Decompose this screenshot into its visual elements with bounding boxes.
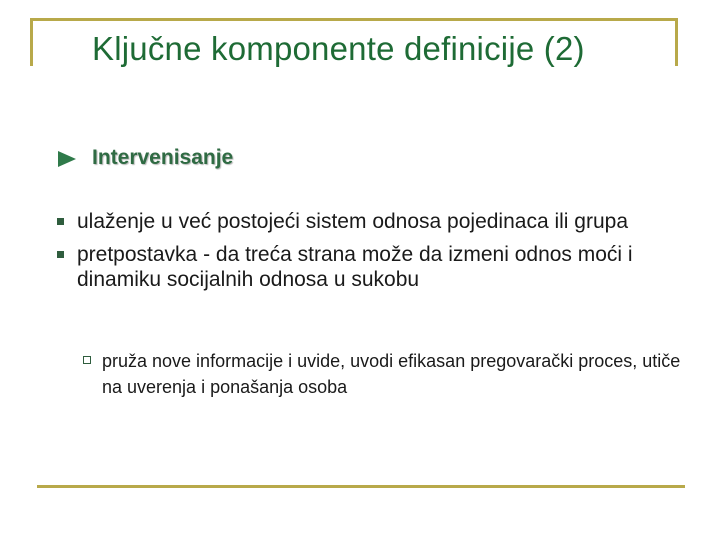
bullet-text: ulaženje u već postojeći sistem odnosa pojedinaca ili grupa — [77, 210, 629, 233]
bullet-text: pretpostavka - da treća strana može da izmeni odnos moći i dinamiku socijalnih odnosa u sukobu — [77, 243, 633, 291]
right-frame-line — [675, 18, 678, 66]
top-frame-line — [30, 18, 678, 21]
section-heading-label: Intervenisanje — [92, 146, 234, 169]
section-heading — [58, 146, 233, 170]
square-bullet-icon — [57, 251, 64, 258]
slide-title: Ključne komponente definicije (2) — [92, 30, 585, 67]
subbullet-item — [83, 348, 682, 400]
bullet-item — [57, 209, 677, 234]
bottom-rule-line — [37, 485, 685, 488]
hollow-square-bullet-icon — [83, 356, 91, 364]
bullet-list — [57, 209, 677, 300]
subbullet-text: pruža nove informacije i uvide, uvodi efikasan pregovarački proces, utiče na uverenja i ponašanja osoba — [102, 351, 681, 397]
bullet-item — [57, 242, 677, 292]
triangle-right-icon — [58, 151, 76, 167]
square-bullet-icon — [57, 218, 64, 225]
left-frame-line — [30, 18, 33, 66]
